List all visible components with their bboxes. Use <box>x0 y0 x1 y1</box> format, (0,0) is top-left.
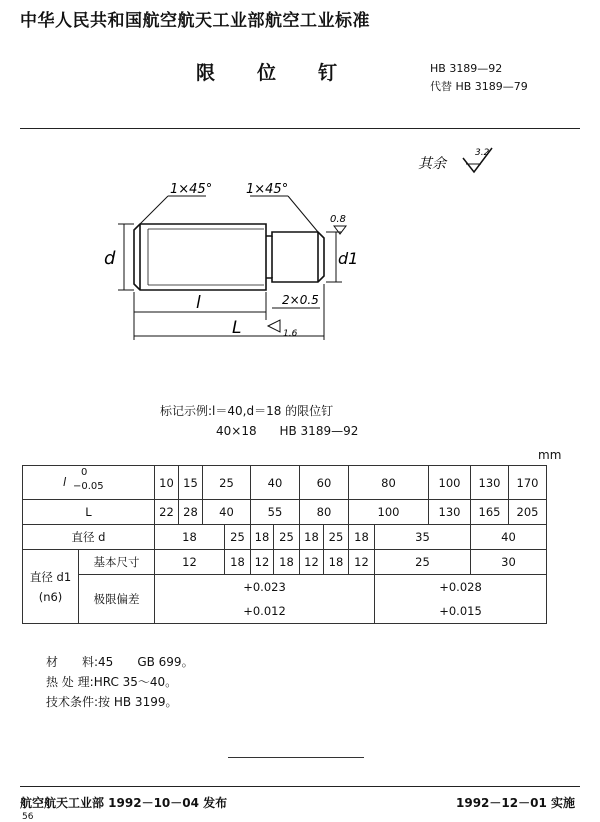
l-value: 25 <box>203 466 251 500</box>
header-rule <box>20 128 580 129</box>
dim-d-label: d <box>104 248 116 269</box>
note-technical-conditions: 技术条件:按 HB 3199。 <box>46 695 178 709</box>
d-value: 25 <box>274 525 300 550</box>
technical-notes <box>46 652 194 712</box>
d1-header-cell: 直径 d1 (n6) <box>23 550 79 624</box>
d1-value: 18 <box>225 550 251 575</box>
L-value: 22 <box>155 500 179 525</box>
table-row <box>23 466 547 500</box>
deviation-small-lower: +0.012 <box>155 599 375 624</box>
standard-name: 限位钉 <box>196 62 380 84</box>
d1-value: 18 <box>274 550 300 575</box>
chamfer-left-label: 1×45° <box>170 182 213 197</box>
L-value: 165 <box>471 500 509 525</box>
table-unit: mm <box>538 448 562 462</box>
deviation-label: 极限偏差 <box>79 575 155 624</box>
deviation-large-upper: +0.028 <box>375 575 547 600</box>
l-value: 40 <box>251 466 300 500</box>
d-value: 25 <box>324 525 349 550</box>
footer-rule <box>20 786 580 787</box>
d1-value: 12 <box>155 550 225 575</box>
replaces-standard: 代替 HB 3189—79 <box>430 80 528 93</box>
dim-L-label: L <box>232 318 242 338</box>
d1-value: 25 <box>375 550 471 575</box>
d1-value: 12 <box>300 550 324 575</box>
d-value: 18 <box>155 525 225 550</box>
l-value: 100 <box>429 466 471 500</box>
deviation-small-upper: +0.023 <box>155 575 375 600</box>
d1-value: 12 <box>349 550 375 575</box>
d1-value: 30 <box>471 550 547 575</box>
d-value: 18 <box>300 525 324 550</box>
d1-value: 12 <box>251 550 274 575</box>
table-row <box>23 500 547 525</box>
L-header-cell: L <box>23 500 155 525</box>
marking-example-line2: 40×18 HB 3189—92 <box>216 424 359 438</box>
l-value: 130 <box>471 466 509 500</box>
dimension-table <box>22 465 547 624</box>
page-number: 56 <box>22 812 34 822</box>
l-header-cell: l 0 −0.05 <box>23 466 155 500</box>
marking-example-line1: 标记示例:l＝40,d＝18 的限位钉 <box>160 404 334 418</box>
pin-drawing <box>0 140 600 350</box>
effective-date: 1992－12－01 实施 <box>456 796 575 810</box>
l-value: 170 <box>509 466 547 500</box>
pin-outline <box>134 224 324 290</box>
standard-number: HB 3189—92 <box>430 62 503 75</box>
table-row <box>23 525 547 550</box>
note-heat-treatment: 热 处 理:HRC 35～40。 <box>46 675 178 689</box>
rest-roughness-label: 其余 <box>418 156 446 172</box>
roughness-1-6: 1.6 <box>283 329 298 339</box>
d1-value: 18 <box>324 550 349 575</box>
chamfer-right-label: 1×45° <box>246 182 289 197</box>
rest-roughness-value: 3.2 <box>475 148 490 158</box>
standard-number-block <box>430 60 528 96</box>
deviation-large-lower: +0.015 <box>375 599 547 624</box>
d-value: 18 <box>251 525 274 550</box>
end-rule <box>228 757 364 758</box>
groove-label: 2×0.5 <box>282 293 319 307</box>
basic-size-label: 基本尺寸 <box>79 550 155 575</box>
l-value: 15 <box>179 466 203 500</box>
org-title: 中华人民共和国航空航天工业部航空工业标准 <box>20 11 370 31</box>
l-value: 10 <box>155 466 179 500</box>
L-value: 130 <box>429 500 471 525</box>
L-value: 55 <box>251 500 300 525</box>
d-value: 18 <box>349 525 375 550</box>
L-value: 80 <box>300 500 349 525</box>
L-value: 28 <box>179 500 203 525</box>
note-material: 材 料:45 GB 699。 <box>46 655 194 669</box>
L-value: 40 <box>203 500 251 525</box>
dim-l-label: l <box>196 293 201 313</box>
roughness-0-8: 0.8 <box>330 214 346 225</box>
issuer: 航空航天工业部 1992－10－04 发布 <box>20 796 228 810</box>
d-value: 35 <box>375 525 471 550</box>
table-row <box>23 575 547 600</box>
d-value: 40 <box>471 525 547 550</box>
L-value: 205 <box>509 500 547 525</box>
dim-d1-label: d1 <box>338 249 359 268</box>
table-row <box>23 550 547 575</box>
d-value: 25 <box>225 525 251 550</box>
l-value: 60 <box>300 466 349 500</box>
L-value: 100 <box>349 500 429 525</box>
d-header-cell: 直径 d <box>23 525 155 550</box>
l-value: 80 <box>349 466 429 500</box>
